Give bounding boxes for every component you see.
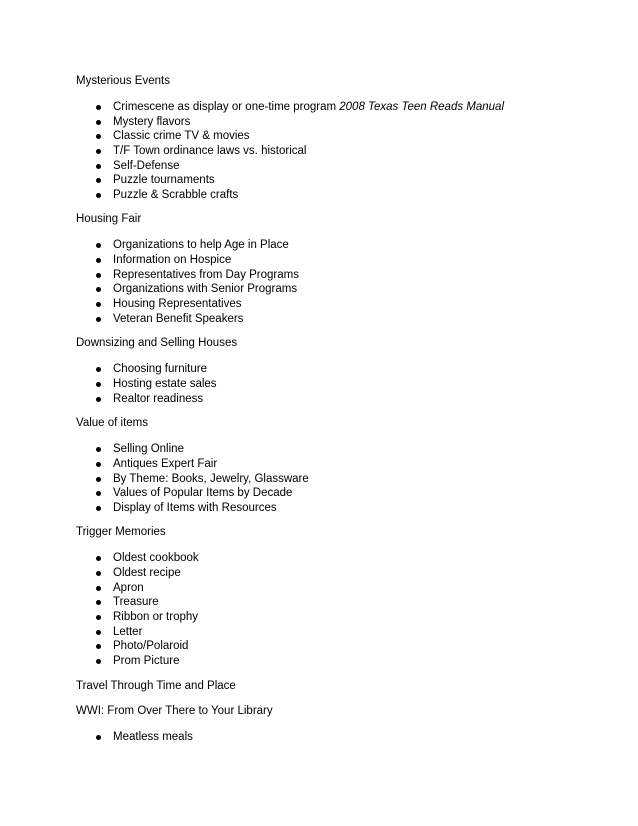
list-item (76, 654, 596, 669)
list-item (76, 129, 596, 144)
list-item (76, 625, 596, 640)
list-item-text: Photo/Polaroid (113, 640, 189, 653)
bullet-list (76, 362, 596, 406)
list-item-text: Ribbon or trophy (113, 611, 199, 624)
list-item (76, 173, 596, 188)
list-item (76, 253, 596, 268)
bullet-icon (96, 735, 101, 740)
bullet-icon (96, 193, 101, 198)
document-page (76, 74, 596, 754)
bullet-icon (96, 178, 101, 183)
bullet-icon (96, 477, 101, 482)
bullet-list (76, 238, 596, 326)
list-item (76, 282, 596, 297)
section-heading: Travel Through Time and Place (76, 679, 236, 692)
list-item-text: Hosting estate sales (113, 377, 217, 390)
list-item-text: Antiques Expert Fair (113, 457, 218, 470)
list-item (76, 188, 596, 203)
list-item-text: Puzzle & Scrabble crafts (113, 188, 239, 201)
bullet-icon (96, 287, 101, 292)
list-item (76, 159, 596, 174)
list-item-text: Oldest recipe (113, 567, 181, 580)
list-item (76, 297, 596, 312)
bullet-list (76, 551, 596, 668)
list-item-text: Veteran Benefit Speakers (113, 312, 244, 325)
list-item-text: Choosing furniture (113, 363, 207, 376)
bullet-icon (96, 491, 101, 496)
list-item-text: Crimescene as display or one-time program (113, 101, 340, 113)
list-item-text: Information on Hospice (113, 254, 232, 267)
list-item-text: Prom Picture (113, 654, 180, 667)
list-item (76, 362, 596, 377)
bullet-icon (96, 164, 101, 169)
bullet-icon (96, 273, 101, 278)
list-item-text: Treasure (113, 596, 159, 609)
bullet-icon (96, 317, 101, 322)
list-item-text: Selling Online (113, 443, 184, 456)
list-item-text: Puzzle tournaments (113, 174, 215, 187)
list-item-text: Meatless meals (113, 730, 193, 743)
list-item (76, 501, 596, 516)
section-heading: WWI: From Over There to Your Library (76, 704, 273, 717)
bullet-icon (96, 615, 101, 620)
list-item (76, 639, 596, 654)
bullet-icon (96, 105, 101, 110)
bullet-icon (96, 447, 101, 452)
section-heading: Mysterious Events (76, 75, 170, 87)
list-item (76, 442, 596, 457)
manual-title: 2008 Texas Teen Reads Manual (339, 101, 505, 113)
list-item (76, 581, 596, 596)
bullet-icon (96, 382, 101, 387)
list-item (76, 144, 596, 159)
list-item-text: Oldest cookbook (113, 552, 199, 565)
list-item (76, 377, 596, 392)
list-item-text: Housing Representatives (113, 298, 242, 311)
list-item-text: Organizations to help Age in Place (113, 239, 289, 252)
list-item (76, 392, 596, 407)
section-heading: Value of items (76, 417, 149, 430)
list-item (76, 730, 596, 745)
section-heading: Housing Fair (76, 213, 142, 226)
list-item-text: Mystery flavors (113, 115, 191, 128)
bullet-icon (96, 302, 101, 307)
bullet-icon (96, 243, 101, 248)
bullet-icon (96, 659, 101, 664)
list-item-text: Representatives from Day Programs (113, 268, 299, 281)
list-item-text: Apron (113, 581, 144, 594)
bullet-icon (96, 397, 101, 402)
list-item (76, 486, 596, 501)
list-item-text: Values of Popular Items by Decade (113, 487, 293, 500)
bullet-icon (96, 120, 101, 125)
list-item-text: Organizations with Senior Programs (113, 283, 298, 296)
list-item (76, 551, 596, 566)
list-item (76, 457, 596, 472)
list-item (76, 115, 596, 130)
list-item (76, 472, 596, 487)
bullet-icon (96, 149, 101, 154)
bullet-list (76, 442, 596, 515)
list-item-text: Self-Defense (113, 159, 180, 172)
bullet-icon (96, 462, 101, 467)
bullet-icon (96, 644, 101, 649)
list-item (76, 566, 596, 581)
list-item (76, 238, 596, 253)
list-item (76, 610, 596, 625)
list-item-text: Realtor readiness (113, 392, 204, 405)
list-item-text: Classic crime TV & movies (113, 130, 250, 143)
bullet-icon (96, 367, 101, 372)
list-item (76, 268, 596, 283)
list-item (76, 312, 596, 327)
bullet-icon (96, 556, 101, 561)
bullet-icon (96, 600, 101, 605)
bullet-icon (96, 630, 101, 635)
bullet-icon (96, 258, 101, 263)
section-spacer (76, 694, 596, 704)
bullet-icon (96, 134, 101, 139)
list-item-text: Display of Items with Resources (113, 501, 277, 514)
bullet-icon (96, 586, 101, 591)
bullet-list (76, 730, 596, 745)
bullet-icon (96, 571, 101, 576)
list-item-text: Letter (113, 625, 143, 638)
list-item-text: T/F Town ordinance laws vs. historical (113, 144, 307, 157)
list-item (76, 595, 596, 610)
bullet-list (76, 100, 596, 202)
list-item (76, 100, 596, 115)
list-item-text: By Theme: Books, Jewelry, Glassware (113, 472, 309, 485)
section-heading: Downsizing and Selling Houses (76, 337, 238, 350)
section-heading: Trigger Memories (76, 526, 166, 539)
bullet-icon (96, 506, 101, 511)
